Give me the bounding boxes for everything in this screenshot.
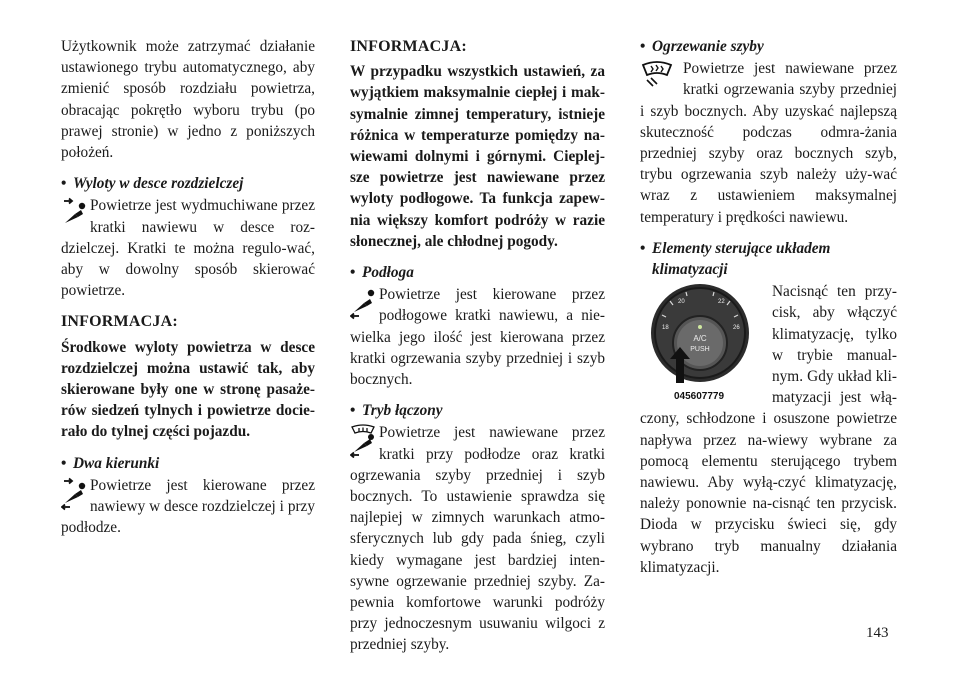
- bullet-floor: • Podłoga: [350, 262, 605, 283]
- column-3: [640, 36, 897, 578]
- bullet-title: Dwa kierunki: [73, 454, 160, 472]
- bullet-title: Podłoga: [362, 264, 414, 282]
- mix-mode-icon: [350, 424, 376, 464]
- bullet-dash-vents: • Wyloty w desce rozdzielczej: [61, 173, 315, 194]
- bullet-text: Powietrze jest nawiewane przez kratki ogrzewania szyby przedniej i szyb bocznych. Aby uzyskać najlepszą skuteczność podczas odmra-żania przedniej szyby oraz bocznych szyb, trybu ogrzewania szyb należy uży-wać wraz z ustawieniem maksymalnej temperatury i prędkości nawiewu.: [640, 60, 897, 226]
- bullet-text: Powietrze jest nawiewane przez kratki przy podłodze oraz kratki ogrzewania szyby przedniej i szyb bocznych. To ustawienie sprawdza się najlepiej w zimnych warunkach atmo-sferycznych lub gdy pada śnieg, czyli kiedy wymagane jest bardziej inten-sywne ogrzewanie przedniej szyby. Za-pewnia komfortowe warunki podróży przy jednoczesnym usuwaniu wilgoci z przedniej szyby.: [350, 424, 605, 654]
- bullet-text: Powietrze jest kierowane przez nawiewy w desce rozdzielczej i przy podłodze.: [61, 476, 315, 537]
- bullet-title: Wyloty w desce rozdzielczej: [73, 175, 244, 193]
- bullet-text: Nacisnąć ten przy-cisk, aby włączyć klimatyzację, tylko w trybie manual-nym. Gdy układ kli-matyzacji jest włą-czony, schłodzone i osuszone powietrze napływa przez na-wiewy wybrane za pomocą elementu sterującego trybem nawiewu. Aby wyłą-czyć klimatyzację, należy ponownie na-cisnąć ten przycisk. Dioda w przycisku świeci się, gdy wybrano tryb manualny działania klimatyzacji.: [640, 283, 897, 576]
- info-text: Środkowe wyloty powietrza w desce rozdzielczej można ustawić tak, aby skierowane były one w stronę pasaże-rów siedzeń tylnych i powietrze docie-rało do tylnej części pojazdu.: [61, 338, 315, 441]
- bi-level-icon: [61, 477, 87, 517]
- defrost-icon: [640, 60, 680, 100]
- info-text: W przypadku wszystkich ustawień, za wyjątkiem maksymalnie ciepłej i mak-symalnie zimnej temperatury, istnieje różnica w temperaturze pomiędzy na-wiewami dolnymi i górnymi. Cieplej-sze powietrze jest nawiewane przez wyloty podłogowe. Ta funkcja zapew-nia większy komfort podróży w razie słonecznej, ale chłodnej pogody.: [350, 63, 605, 250]
- bullet-text: Powietrze jest wydmuchiwane przez kratki nawiewu w desce roz-dzielczej. Kratki te można regulo-wać, aby w dowolny sposób skierować powietrze.: [61, 197, 315, 300]
- dial-label-push: PUSH: [690, 346, 710, 354]
- image-code: 045607779: [673, 391, 725, 403]
- bullet-bi-level: • Dwa kierunki: [61, 453, 315, 474]
- dial-tick-20: 20: [678, 299, 685, 306]
- dial-tick-18: 18: [662, 325, 669, 332]
- dash-vent-icon: [61, 197, 87, 237]
- info-heading: INFORMACJA:: [350, 38, 467, 55]
- floor-icon: [350, 286, 376, 326]
- bullet-text: Powietrze jest kierowane przez podłogowe kratki nawiewu, a nie-wielka jego ilość jest kierowana przez kratki ogrzewania szyby przedniej i szyb bocznych.: [350, 286, 605, 389]
- ac-dial-illustration: [640, 283, 764, 401]
- bullet-mix: • Tryb łączony: [350, 400, 605, 421]
- bullet-defrost: • Ogrzewanie szyby: [640, 36, 897, 57]
- bullet-title: Elementy sterujące układem klimatyzacji: [652, 239, 831, 279]
- bullet-title: Ogrzewanie szyby: [652, 38, 764, 55]
- page-number: 143: [866, 625, 889, 641]
- column-2: [350, 36, 605, 656]
- intro-paragraph: Użytkownik może zatrzymać działanie ustawionego trybu automatycznego, aby zmienić sposób rozdziału powietrza, obracając pokrętło wyboru trybu (po prawej stronie) w jedno z poniższych położeń.: [61, 38, 315, 162]
- dial-label-ac: A/C: [693, 334, 707, 344]
- bullet-title: Tryb łączony: [362, 402, 443, 420]
- dial-tick-26: 26: [733, 325, 740, 332]
- column-1: [61, 36, 315, 538]
- bullet-ac-controls: • Elementy sterujące układem klimatyzacji: [640, 238, 897, 280]
- dial-tick-22: 22: [718, 299, 725, 306]
- info-heading: INFORMACJA:: [61, 313, 178, 331]
